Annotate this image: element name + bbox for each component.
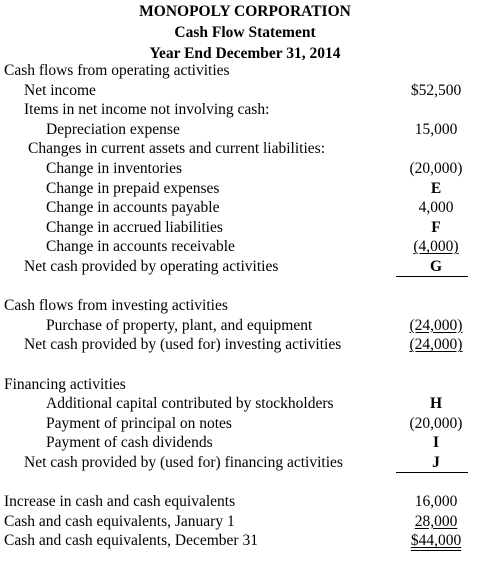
changes-heading-row [0,139,490,159]
section-spacer [0,355,490,375]
dec31-label: Cash and cash equivalents, December 31 [4,532,258,550]
financing-net-rule [396,472,468,473]
changes-heading: Changes in current assets and current liabilities: [28,140,325,158]
section-spacer [0,277,490,297]
notes-amount: (20,000) [409,414,463,432]
payable-amount: 4,000 [418,199,454,217]
dec31-amount: $44,000 [410,532,462,550]
capital-row [0,394,490,414]
financing-net-amount: J [432,453,440,471]
depreciation-row [0,120,490,140]
payable-label: Change in accounts payable [46,199,220,217]
ppe-row [0,316,490,336]
operating-net-row [0,257,490,277]
financing-net-label: Net cash provided by (used for) financing activities [24,453,343,471]
depreciation-amount: 15,000 [414,120,458,138]
increase-amount: 16,000 [414,493,458,511]
operating-title-row [0,61,490,81]
noncash-heading-row [0,100,490,120]
net-income-label: Net income [24,81,96,99]
financing-title-row [0,375,490,395]
jan1-label: Cash and cash equivalents, January 1 [4,512,235,530]
statement-period: Year End December 31, 2014 [149,45,341,62]
capital-amount: H [429,395,443,413]
accrued-label: Change in accrued liabilities [46,218,223,236]
inventories-amount: (20,000) [409,159,463,177]
investing-net-label: Net cash provided by (used for) investing activities [24,336,342,354]
prepaid-label: Change in prepaid expenses [46,179,220,197]
investing-title-row [0,296,490,316]
statement-body [0,61,490,551]
receivable-label: Change in accounts receivable [46,238,235,256]
receivable-row [0,237,490,257]
jan1-amount: 28,000 [414,512,458,530]
investing-title: Cash flows from investing activities [4,297,228,315]
statement-title: Cash Flow Statement [174,24,316,41]
inventories-label: Change in inventories [46,159,183,177]
investing-net-row [0,335,490,355]
prepaid-row [0,179,490,199]
investing-net-amount: (24,000) [409,336,463,354]
receivable-amount: (4,000) [413,238,459,256]
statement-header [0,0,490,64]
dividends-amount: I [432,434,440,452]
increase-label: Increase in cash and cash equivalents [4,493,236,511]
depreciation-label: Depreciation expense [46,120,180,138]
dividends-label: Payment of cash dividends [46,434,213,452]
net-income-row [0,81,490,101]
increase-row [0,492,490,512]
inventories-row [0,159,490,179]
notes-label: Payment of principal on notes [46,414,232,432]
accrued-amount: F [431,218,441,236]
notes-row [0,414,490,434]
operating-net-amount: G [429,257,443,275]
operating-net-label: Net cash provided by operating activities [24,257,279,275]
company-name: MONOPOLY CORPORATION [139,3,351,20]
capital-label: Additional capital contributed by stockholders [46,395,334,413]
prepaid-amount: E [430,179,442,197]
operating-net-rule [396,276,468,277]
ppe-label: Purchase of property, plant, and equipment [46,316,313,334]
dividends-row [0,433,490,453]
operating-title: Cash flows from operating activities [4,62,230,79]
section-spacer [0,472,490,492]
net-income-amount: $52,500 [410,81,462,99]
accrued-row [0,218,490,238]
payable-row [0,198,490,218]
ppe-amount: (24,000) [409,316,463,334]
noncash-heading: Items in net income not involving cash: [24,101,270,119]
financing-net-row [0,453,490,473]
jan1-row [0,512,490,532]
dec31-row [0,531,490,551]
financing-title: Financing activities [4,375,126,393]
